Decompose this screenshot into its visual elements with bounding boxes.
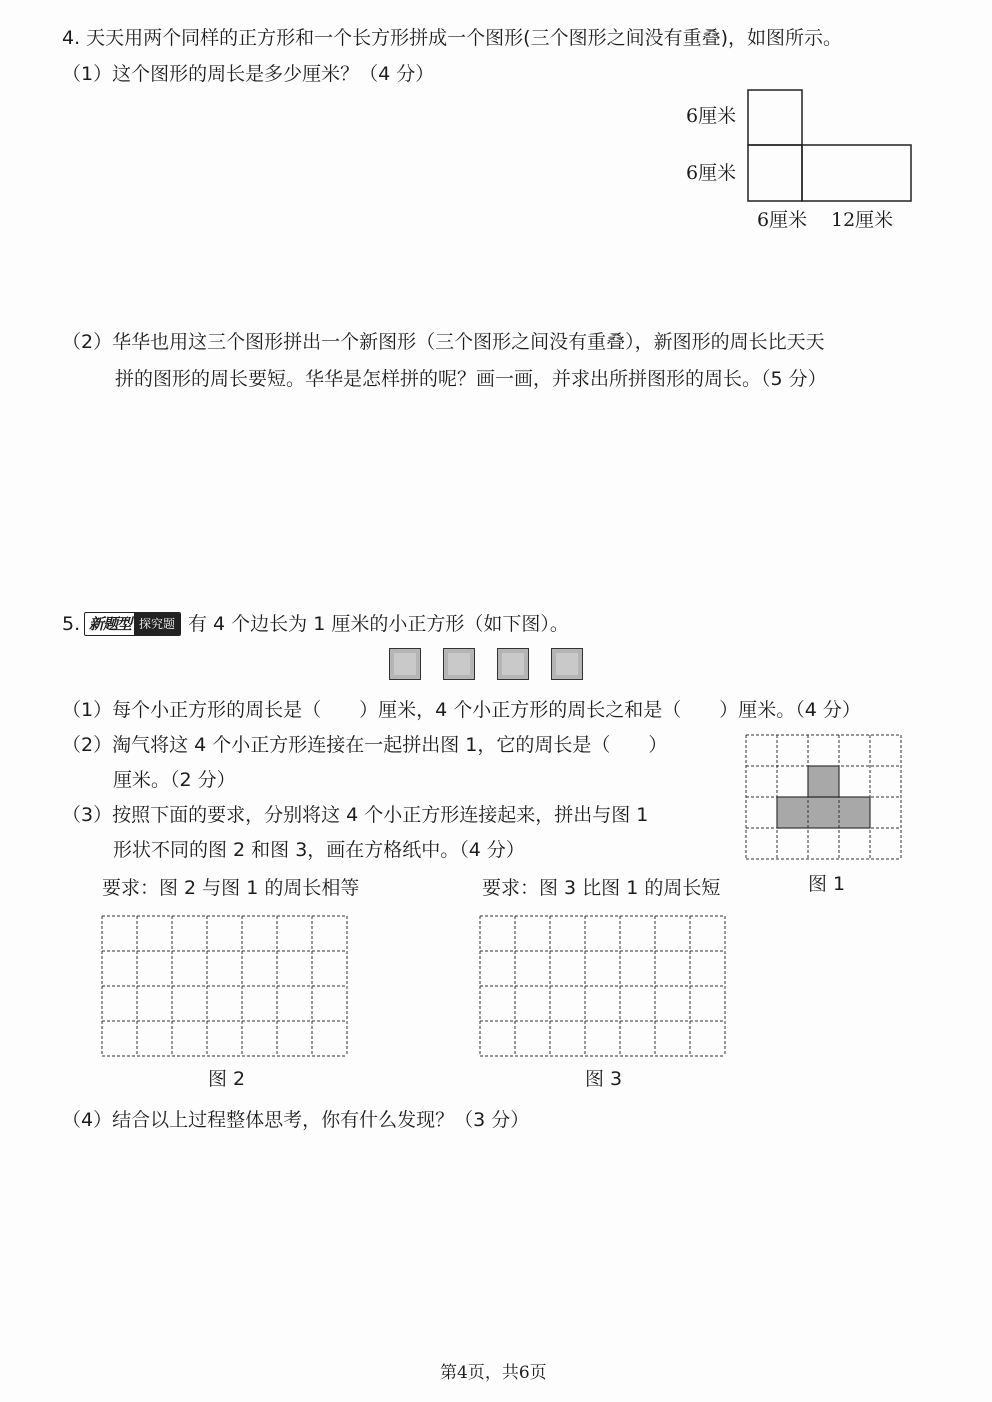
fig1-cell [777, 797, 808, 828]
fig2-label: 图 2 [208, 1068, 246, 1090]
q5-badge [84, 612, 181, 636]
fig1-cell [808, 797, 839, 828]
fig1-cell [839, 797, 870, 828]
small-square [443, 648, 475, 680]
fig1-label: 图 1 [808, 873, 846, 895]
fig1-cell-mask [777, 766, 808, 797]
q4-label-left-bottom: 6厘米 [686, 162, 737, 184]
q5-part2-line2: 厘米。（2 分） [113, 769, 236, 791]
q4-label-bottom-left: 6厘米 [757, 209, 808, 231]
q5-part2-line1: （2）淘气将这 4 个小正方形连接在一起拼出图 1，它的周长是（ ） [62, 734, 668, 756]
q4-square-bottom [748, 145, 802, 201]
q4-square-top [748, 90, 802, 145]
q5-badge-type: 探究题 [134, 613, 180, 635]
fig3-label: 图 3 [585, 1068, 623, 1090]
q5-badge-new: 新题型 [89, 615, 132, 633]
fig1-cell-mask [870, 766, 901, 797]
small-square [551, 648, 583, 680]
q5-stem: 有 4 个边长为 1 厘米的小正方形（如下图）。 [188, 613, 569, 635]
q5-part3-line1: （3）按照下面的要求，分别将这 4 个小正方形连接起来，拼出与图 1 [62, 804, 649, 826]
q4-label-bottom-right: 12厘米 [831, 209, 894, 231]
q4-part2-line2: 拼的图形的周长要短。华华是怎样拼的呢？画一画，并求出所拼图形的周长。（5 分） [115, 368, 827, 390]
q4-part2-line1: （2）华华也用这三个图形拼出一个新图形（三个图形之间没有重叠），新图形的周长比天天 [62, 331, 825, 353]
small-square [389, 648, 421, 680]
req3: 要求：图 3 比图 1 的周长短 [482, 877, 721, 899]
q4-stem: 4. 天天用两个同样的正方形和一个长方形拼成一个图形(三个图形之间没有重叠)，如图所示。 [62, 27, 842, 49]
figure-2-grid[interactable] [102, 916, 348, 1057]
q5-part4: （4）结合以上过程整体思考，你有什么发现？（3 分） [62, 1109, 530, 1131]
q4-figure [748, 90, 912, 202]
fig1-cell [808, 766, 839, 797]
q4-label-left-top: 6厘米 [686, 105, 737, 127]
figure-3-grid[interactable] [480, 916, 726, 1057]
q5-number: 5. [62, 613, 81, 635]
req2: 要求：图 2 与图 1 的周长相等 [102, 877, 360, 899]
q4-part1: （1）这个图形的周长是多少厘米？（4 分） [62, 63, 435, 85]
page-footer: 第4页，共6页 [440, 1363, 547, 1383]
small-square [497, 648, 529, 680]
q4-rectangle [802, 145, 911, 201]
q5-part3-line2: 形状不同的图 2 和图 3，画在方格纸中。（4 分） [113, 839, 525, 861]
q5-part1: （1）每个小正方形的周长是（ ）厘米，4 个小正方形的周长之和是（ ）厘米。（4 分） [62, 699, 861, 721]
figure-1-grid [746, 735, 902, 860]
